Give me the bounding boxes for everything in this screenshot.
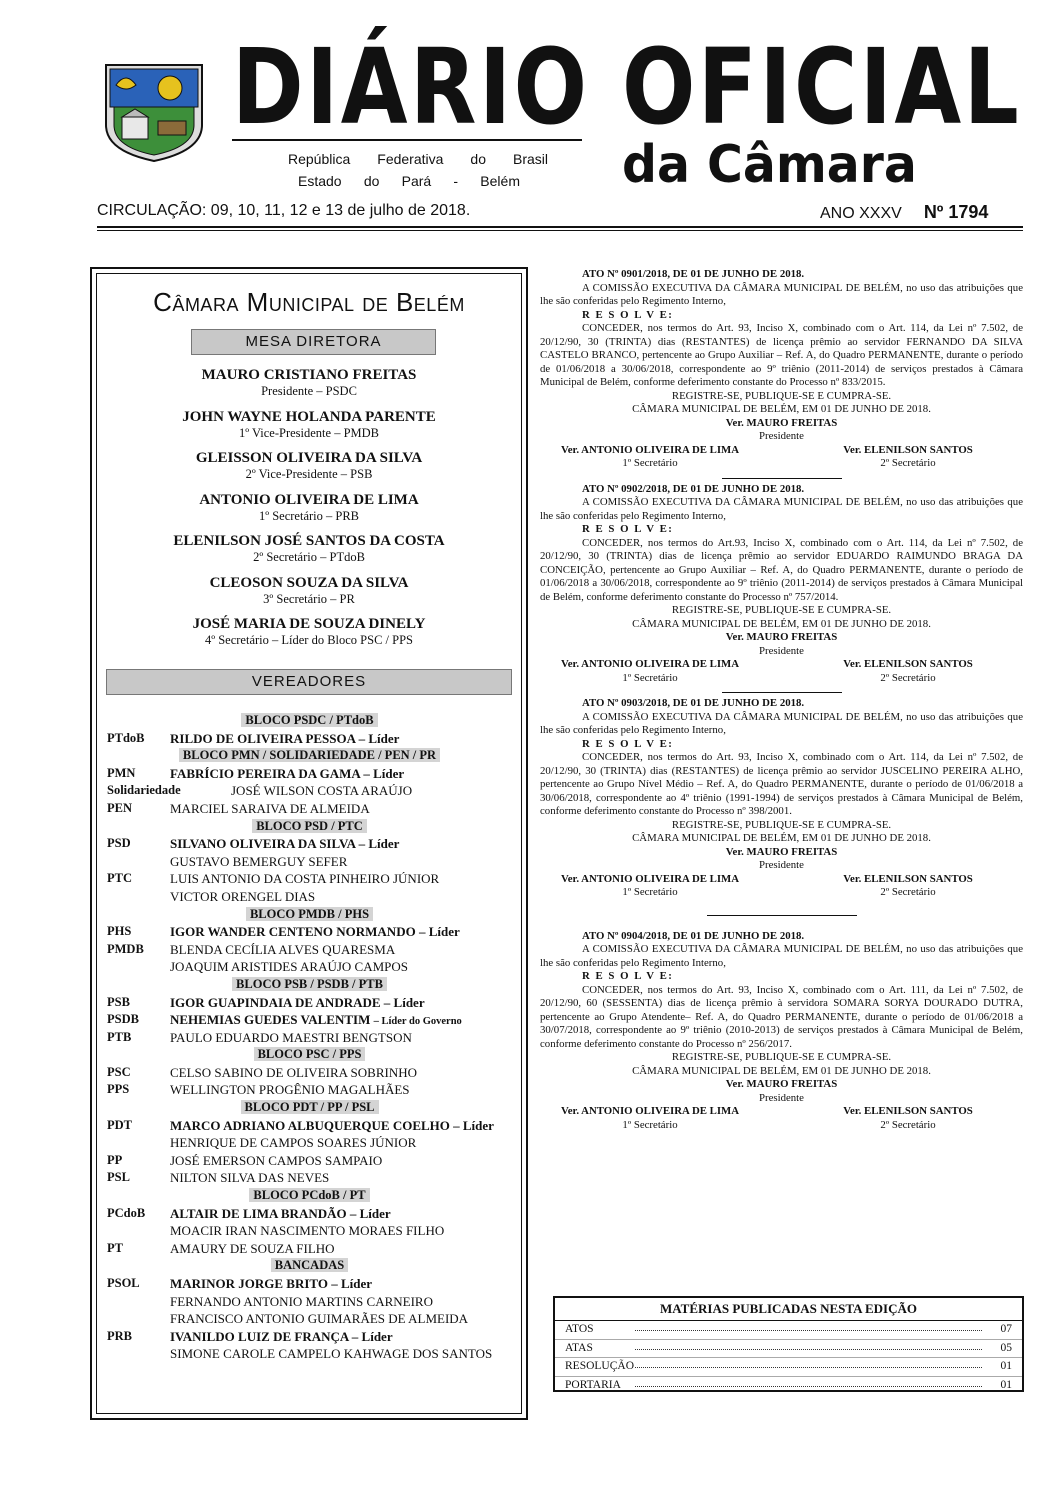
councilor-row xyxy=(107,853,512,871)
bloc-label: BLOCO PSDC / PTdoB xyxy=(241,713,377,727)
act-resolve: R E S O L V E: xyxy=(582,308,674,321)
act-separator xyxy=(707,915,857,916)
second-secretary-role: 2º Secretário xyxy=(880,457,936,469)
councilor-row xyxy=(107,1205,512,1223)
president-name: Ver. MAURO FREITAS xyxy=(725,1078,838,1090)
vereadores-list xyxy=(107,712,512,1363)
councilor-name xyxy=(170,1222,444,1240)
vereadores-heading: VEREADORES xyxy=(106,669,512,695)
index-rows xyxy=(555,1321,1022,1394)
member-name: JOHN WAYNE HOLANDA PARENTE xyxy=(182,408,436,425)
first-secretary-role: 1º Secretário xyxy=(622,1118,678,1131)
member-role: Presidente – PSDC xyxy=(261,384,357,398)
member-name: ELENILSON JOSÉ SANTOS DA COSTA xyxy=(173,533,445,549)
councilor-name-text: SILVANO OLIVEIRA DA SILVA xyxy=(170,836,356,852)
councilor-name xyxy=(170,1275,372,1293)
index-page-count: 01 xyxy=(1000,1360,1012,1372)
councilor-name-text: FABRÍCIO PEREIRA DA GAMA xyxy=(170,765,361,781)
mesa-diretora-heading: MESA DIRETORA xyxy=(191,329,436,355)
councilor-row xyxy=(107,1064,512,1082)
councilor-row xyxy=(107,870,512,888)
president-role: Presidente xyxy=(759,1091,804,1104)
member-role: 1º Secretário – PRB xyxy=(258,508,360,523)
act-intro: A COMISSÃO EXECUTIVA DA CÂMARA MUNICIPAL DE BELÉM, no uso das atribuições que lhe são conferidas pelo Regimento Interno, xyxy=(540,496,1023,522)
first-secretary-name: Ver. ANTONIO OLIVEIRA DE LIMA xyxy=(560,443,740,456)
councilor-row xyxy=(107,765,512,783)
party-code: PSB xyxy=(107,994,130,1009)
councilor-name-text: AMAURY DE SOUZA FILHO xyxy=(170,1240,335,1256)
act-resolve: R E S O L V E: xyxy=(582,523,674,535)
councilor-row xyxy=(107,1169,512,1187)
councilor-name-text: JOAQUIM ARISTIDES ARAÚJO CAMPOS xyxy=(170,959,409,975)
bloc-label: BLOCO PSD / PTC xyxy=(252,819,367,833)
councilor-name xyxy=(170,1310,468,1328)
index-leader-dots xyxy=(635,1367,982,1368)
party-code: PDT xyxy=(107,1117,132,1132)
party-code: PPS xyxy=(107,1082,130,1097)
councilor-name-text: VICTOR ORENGEL DIAS xyxy=(170,888,316,904)
act-separator xyxy=(722,478,842,479)
councilor-name-text: ALTAIR DE LIMA BRANDÃO xyxy=(170,1205,347,1221)
first-secretary xyxy=(540,873,760,900)
act-block xyxy=(540,268,1023,472)
councilor-name-text: PAULO EDUARDO MAESTRI BENGTSON xyxy=(170,1029,412,1045)
bloc-heading xyxy=(107,906,512,924)
president-name: Ver. MAURO FREITAS xyxy=(725,845,838,858)
act-intro: A COMISSÃO EXECUTIVA DA CÂMARA MUNICIPAL DE BELÉM, no uso das atribuições que lhe são conferidas pelo Regimento Interno, xyxy=(540,710,1023,736)
mesa-diretora-list xyxy=(92,366,526,657)
index-row xyxy=(555,1358,1022,1377)
index-page-count: 05 xyxy=(1000,1341,1012,1354)
mesa-member xyxy=(92,366,526,408)
councilor-name-text: LUIS ANTONIO DA COSTA PINHEIRO JÚNIOR xyxy=(170,871,440,887)
bloc-heading xyxy=(107,1046,512,1064)
act-place-date: CÂMARA MUNICIPAL DE BELÉM, EM 01 DE JUNHO DE 2018. xyxy=(632,617,931,630)
councilor-name-text: NILTON SILVA DAS NEVES xyxy=(170,1170,330,1186)
party-code: Solidariedade xyxy=(107,783,181,798)
act-separator xyxy=(722,692,842,693)
secretaries-signatures xyxy=(540,1105,1023,1133)
act-intro: A COMISSÃO EXECUTIVA DA CÂMARA MUNICIPAL DE BELÉM, no uso das atribuições que lhe são conferidas pelo Regimento Interno, xyxy=(540,281,1023,307)
councilor-row xyxy=(107,994,512,1012)
party-code: PMDB xyxy=(107,941,144,956)
index-label: ATOS xyxy=(565,1323,594,1335)
first-secretary-name: Ver. ANTONIO OLIVEIRA DE LIMA xyxy=(560,658,740,670)
councilor-name-text: MARINOR JORGE BRITO xyxy=(170,1276,328,1291)
second-secretary-name: Ver. ELENILSON SANTOS xyxy=(843,443,973,456)
edition-number: Nº 1794 xyxy=(923,202,989,222)
councilor-row xyxy=(107,1293,512,1311)
bloc-heading xyxy=(107,747,512,765)
index-leader-dots xyxy=(635,1349,982,1350)
councilor-name xyxy=(170,1064,417,1082)
councilor-name xyxy=(170,1240,335,1258)
second-secretary xyxy=(798,658,1018,685)
mesa-member xyxy=(92,491,526,533)
index-label: PORTARIA xyxy=(565,1378,621,1391)
councilor-name xyxy=(170,958,408,976)
councilor-name xyxy=(170,853,347,871)
councilor-name-text: WELLINGTON PROGÊNIO MAGALHÃES xyxy=(170,1082,410,1098)
president-name: Ver. MAURO FREITAS xyxy=(725,416,838,429)
councilor-name xyxy=(231,782,412,800)
councilor-row xyxy=(107,888,512,906)
member-role: 1º Vice-Presidente – PMDB xyxy=(238,425,380,440)
secretaries-signatures xyxy=(540,658,1023,686)
bloc-label: BANCADAS xyxy=(271,1258,348,1272)
act-registre: REGISTRE-SE, PUBLIQUE-SE E CUMPRA-SE. xyxy=(671,818,892,831)
member-name: ANTONIO OLIVEIRA DE LIMA xyxy=(199,491,419,508)
index-leader-dots xyxy=(635,1330,982,1331)
leader-tag: – Líder xyxy=(363,765,405,781)
councilor-row xyxy=(107,1152,512,1170)
edition-year: ANO XXXV xyxy=(820,205,902,222)
councilor-name-text: SIMONE CAROLE CAMPELO KAHWAGE DOS SANTOS xyxy=(170,1346,493,1362)
act-resolve: R E S O L V E: xyxy=(582,737,674,750)
act-resolve: R E S O L V E: xyxy=(582,970,674,982)
index-leader-dots xyxy=(635,1386,982,1387)
councilor-name xyxy=(170,870,439,888)
header-divider xyxy=(97,226,1023,231)
leader-tag: – Líder xyxy=(358,730,400,746)
councilor-row xyxy=(107,958,512,976)
circulation-dates: CIRCULAÇÃO: 09, 10, 11, 12 e 13 de julho de 2018. xyxy=(97,202,471,219)
index-title: MATÉRIAS PUBLICADAS NESTA EDIÇÃO xyxy=(555,1298,1022,1321)
government-leader-tag: – Líder do Governo xyxy=(373,1016,462,1028)
index-page-count: 01 xyxy=(1000,1378,1012,1391)
mesa-member xyxy=(92,615,526,657)
bloc-heading xyxy=(107,712,512,730)
mesa-member xyxy=(92,574,526,616)
act-place-date: CÂMARA MUNICIPAL DE BELÉM, EM 01 DE JUNHO DE 2018. xyxy=(632,1064,931,1077)
party-code: PT xyxy=(107,1240,123,1255)
first-secretary xyxy=(540,444,760,471)
councilor-name xyxy=(170,888,315,906)
councilor-name xyxy=(170,1029,412,1047)
member-role: 3º Secretário – PR xyxy=(263,591,355,606)
member-name: GLEISSON OLIVEIRA DA SILVA xyxy=(195,450,423,466)
party-code: PRB xyxy=(107,1328,132,1343)
councilor-row xyxy=(107,1275,512,1293)
councilor-row xyxy=(107,1345,512,1363)
party-code: PEN xyxy=(107,800,132,815)
party-code: PTC xyxy=(107,871,132,886)
councilor-name-text: IGOR GUAPINDAIA DE ANDRADE xyxy=(170,994,381,1010)
party-code: PTdoB xyxy=(107,730,145,745)
first-secretary xyxy=(540,1105,760,1132)
act-place-date: CÂMARA MUNICIPAL DE BELÉM, EM 01 DE JUNHO DE 2018. xyxy=(632,403,931,415)
first-secretary-role: 1º Secretário xyxy=(622,886,678,898)
leader-tag: – Líder xyxy=(358,836,400,852)
councilor-row xyxy=(107,1011,512,1029)
councilor-name xyxy=(170,1205,391,1223)
councilor-name xyxy=(170,1345,492,1363)
bloc-label: BLOCO PSC / PPS xyxy=(254,1047,366,1061)
councilor-row xyxy=(107,782,512,800)
act-registre: REGISTRE-SE, PUBLIQUE-SE E CUMPRA-SE. xyxy=(671,604,892,616)
publications-index xyxy=(553,1296,1024,1392)
councilor-row xyxy=(107,1328,512,1346)
bloc-heading xyxy=(107,1099,512,1117)
second-secretary-name: Ver. ELENILSON SANTOS xyxy=(843,658,973,670)
councilor-row xyxy=(107,1134,512,1152)
councilor-row xyxy=(107,1240,512,1258)
second-secretary xyxy=(798,444,1018,471)
act-body: CONCEDER, nos termos do Art. 93, Inciso X, combinado com o Art. 114, da Lei nº 7.502, de 20/12/90, 30 (TRINTA) dias (RESTANTES) de licença prêmio ao servidor FERNANDO DA SILVA CASTELO BRANCO, pertencente ao Grupo Auxiliar – Ref. A, do Quadro PERMANENTE, durante o período de 01/06/2018 a 30/06/2018, correspondente ao 9º triênio (2011-2014) de serviços prestados à Câmara Municipal de Belém, conforme deferimento constante do Processo nº 833/2015. xyxy=(540,322,1023,388)
leader-tag: – Líder xyxy=(383,994,425,1010)
mesa-member xyxy=(92,449,526,491)
second-secretary xyxy=(798,1105,1018,1132)
bloc-heading xyxy=(107,818,512,836)
councilor-name xyxy=(170,1134,416,1152)
councilor-name-text: CELSO SABINO DE OLIVEIRA SOBRINHO xyxy=(170,1064,418,1080)
councilor-row xyxy=(107,1310,512,1328)
councilor-row xyxy=(107,800,512,818)
second-secretary-name: Ver. ELENILSON SANTOS xyxy=(843,872,973,885)
act-block xyxy=(540,697,1023,901)
member-role: 2º Vice-Presidente – PSB xyxy=(245,467,373,481)
act-title: ATO Nº 0904/2018, DE 01 DE JUNHO DE 2018. xyxy=(582,929,805,942)
councilor-name-text: NEHEMIAS GUEDES VALENTIM xyxy=(170,1012,371,1028)
council-title: Câmara Municipal de Belém xyxy=(153,287,465,317)
secretaries-signatures xyxy=(540,873,1023,901)
leader-tag: – Líder xyxy=(351,1328,393,1344)
bloc-label: BLOCO PMDB / PHS xyxy=(246,907,373,921)
first-secretary-role: 1º Secretário xyxy=(622,671,678,684)
masthead-rule xyxy=(232,139,582,141)
index-row xyxy=(555,1340,1022,1359)
act-body: CONCEDER, nos termos do Art. 93, Inciso X, combinado com o Art. 114, da Lei nº 7.502, de 20/12/90, 30 (TRINTA) dias (RESTANTES) de licença prêmio ao servidor JUSCELINO PEREIRA ALHO, pertencente ao Grupo Nível Médio – Ref. A, do Quadro PERMANENTE, durante o período de 01/06/2018 a 30/06/2018, correspondente ao 4º triênio (1991-1994) de serviços prestados à Câmara Municipal de Belém, conforme deferimento constante do Processo nº 398/2001. xyxy=(540,751,1023,817)
mesa-member xyxy=(92,532,526,574)
councilor-row xyxy=(107,941,512,959)
edition-info xyxy=(820,202,988,223)
first-secretary-name: Ver. ANTONIO OLIVEIRA DE LIMA xyxy=(560,872,740,885)
councilor-name-text: JOSÉ WILSON COSTA ARAÚJO xyxy=(231,783,413,799)
second-secretary-name: Ver. ELENILSON SANTOS xyxy=(843,1105,973,1117)
councilor-name xyxy=(170,941,395,959)
president-role: Presidente xyxy=(759,430,804,442)
bloc-heading xyxy=(107,976,512,994)
first-secretary-name: Ver. ANTONIO OLIVEIRA DE LIMA xyxy=(560,1105,740,1117)
bloc-heading xyxy=(107,1257,512,1275)
act-block xyxy=(540,483,1023,687)
act-registre: REGISTRE-SE, PUBLIQUE-SE E CUMPRA-SE. xyxy=(671,389,892,402)
councilor-name xyxy=(170,1152,382,1170)
councilor-name xyxy=(170,1169,329,1187)
bloc-label: BLOCO PMN / SOLIDARIEDADE / PEN / PR xyxy=(179,748,440,762)
councilor-name xyxy=(170,730,399,748)
act-place-date: CÂMARA MUNICIPAL DE BELÉM, EM 01 DE JUNHO DE 2018. xyxy=(632,832,931,844)
acts-column xyxy=(540,268,1023,1133)
party-code: PSD xyxy=(107,836,131,851)
act-body: CONCEDER, nos termos do Art.93, Inciso X, combinado com o Art. 114, da Lei nº 7.502, de 20/12/90, 30 (TRINTA) dias de licença prêmio ao servidor EDUARDO RAIMUNDO BRAGA DA CONCEIÇÃO, pertencente ao Grupo Auxiliar – Ref. A, do Quadro PERMANENTE, durante o período de 01/06/2018 a 30/06/2018, correspondente ao 9º triênio (2011-2014) de serviços prestados à Câmara Municipal de Belém, conforme deferimento constante do Processo nº 757/2014. xyxy=(540,536,1023,603)
index-row xyxy=(555,1377,1022,1395)
councilor-name xyxy=(170,923,460,941)
masthead-republic: República Federativa do Brasil xyxy=(288,151,548,167)
masthead-title: DIÁRIO OFICIAL xyxy=(232,26,1022,148)
councilor-name xyxy=(170,835,399,853)
councilor-name xyxy=(170,994,425,1012)
act-block xyxy=(540,930,1023,1134)
councilor-name-text: FRANCISCO ANTONIO GUIMARÃES DE ALMEIDA xyxy=(170,1311,469,1327)
first-secretary-role: 1º Secretário xyxy=(622,457,678,469)
councilor-name xyxy=(170,1328,393,1346)
councilor-row xyxy=(107,1081,512,1099)
bloc-label: BLOCO PSB / PSDB / PTB xyxy=(232,977,387,991)
party-code: PSL xyxy=(107,1170,130,1185)
act-title: ATO Nº 0901/2018, DE 01 DE JUNHO DE 2018. xyxy=(582,268,805,280)
municipal-crest-icon xyxy=(100,55,208,163)
second-secretary xyxy=(798,873,1018,900)
councilor-name xyxy=(170,1293,433,1311)
president-role: Presidente xyxy=(759,859,804,871)
second-secretary-role: 2º Secretário xyxy=(880,886,936,898)
index-page-count: 07 xyxy=(1000,1323,1012,1335)
party-code: PHS xyxy=(107,924,132,939)
party-code: PTB xyxy=(107,1029,132,1044)
leader-tag: – Líder xyxy=(418,924,460,940)
party-code: PSC xyxy=(107,1064,131,1079)
act-registre: REGISTRE-SE, PUBLIQUE-SE E CUMPRA-SE. xyxy=(671,1051,892,1063)
councilor-row xyxy=(107,835,512,853)
leader-tag: – Líder xyxy=(331,1276,373,1291)
councilor-row xyxy=(107,730,512,748)
party-code: PCdoB xyxy=(107,1205,146,1220)
act-intro: A COMISSÃO EXECUTIVA DA CÂMARA MUNICIPAL DE BELÉM, no uso das atribuições que lhe são conferidas pelo Regimento Interno, xyxy=(540,943,1023,969)
second-secretary-role: 2º Secretário xyxy=(880,1118,936,1131)
councilor-name xyxy=(170,1081,410,1099)
index-label: ATAS xyxy=(565,1341,593,1354)
second-secretary-role: 2º Secretário xyxy=(880,671,936,684)
councilor-row xyxy=(107,1029,512,1047)
first-secretary xyxy=(540,658,760,685)
mesa-member xyxy=(92,408,526,450)
act-body: CONCEDER, nos termos do Art. 93, Inciso X, combinado com o Art. 111, da Lei nº 7.502, de 20/12/90, 60 (SESSENTA) dias de licença prêmio à servidora SOMARA SORYA DOURADO DUTRA, pertencente ao Grupo Atendente– Ref. A, do Quadro PERMANENTE, durante o período de 01/06/2018 a 30/07/2018, correspondente ao 9º triênio (2010-2013) de serviços prestados à Câmara Municipal de Belém, conforme deferimento constante do Processo nº 256/2017. xyxy=(540,983,1023,1050)
leader-tag: – Líder xyxy=(453,1117,494,1133)
index-label: RESOLUÇÃO xyxy=(565,1360,635,1372)
party-code: PMN xyxy=(107,765,136,780)
leader-tag: – Líder xyxy=(349,1205,391,1221)
councilor-name-text: JOSÉ EMERSON CAMPOS SAMPAIO xyxy=(170,1152,383,1168)
bloc-label: BLOCO PCdoB / PT xyxy=(249,1188,369,1202)
councilor-name xyxy=(170,765,404,783)
councilor-name-text: MARCO ADRIANO ALBUQUERQUE COELHO xyxy=(170,1117,450,1133)
party-code: PP xyxy=(107,1152,123,1167)
member-role: 4º Secretário – Líder do Bloco PSC / PPS xyxy=(204,633,414,647)
councilor-name-text: IGOR WANDER CENTENO NORMANDO xyxy=(170,924,416,940)
party-code: PSOL xyxy=(107,1276,140,1290)
councilor-name-text: MOACIR IRAN NASCIMENTO MORAES FILHO xyxy=(170,1223,445,1239)
councilor-name xyxy=(170,1117,494,1135)
secretaries-signatures xyxy=(540,444,1023,472)
councilor-name-text: RILDO DE OLIVEIRA PESSOA xyxy=(170,730,356,746)
bloc-heading xyxy=(107,1187,512,1205)
councilor-name-text: HENRIQUE DE CAMPOS SOARES JÚNIOR xyxy=(170,1135,417,1151)
member-name: MAURO CRISTIANO FREITAS xyxy=(201,367,417,383)
councilor-row xyxy=(107,1222,512,1240)
member-role: 2º Secretário – PTdoB xyxy=(253,550,365,564)
councilor-row xyxy=(107,923,512,941)
councilor-name-text: FERNANDO ANTONIO MARTINS CARNEIRO xyxy=(170,1293,433,1309)
act-title: ATO Nº 0902/2018, DE 01 DE JUNHO DE 2018. xyxy=(582,482,805,495)
president-name: Ver. MAURO FREITAS xyxy=(725,631,838,643)
president-role: Presidente xyxy=(759,644,804,657)
councilor-row xyxy=(107,1117,512,1135)
councilor-name-text: GUSTAVO BEMERGUY SEFER xyxy=(170,853,348,869)
masthead-state: Estado do Pará - Belém xyxy=(298,173,520,189)
member-name: JOSÉ MARIA DE SOUZA DINELY xyxy=(192,616,426,632)
index-row xyxy=(555,1321,1022,1340)
councilor-name-text: BLENDA CECÍLIA ALVES QUARESMA xyxy=(170,941,396,957)
councilor-name-text: IVANILDO LUIZ DE FRANÇA xyxy=(170,1328,349,1344)
councilor-name-text: MARCIEL SARAIVA DE ALMEIDA xyxy=(170,800,370,816)
councilor-name xyxy=(170,800,370,818)
bloc-label: BLOCO PDT / PP / PSL xyxy=(241,1100,379,1114)
masthead-subtitle: da Câmara xyxy=(622,135,917,195)
party-code: PSDB xyxy=(107,1012,139,1027)
act-title: ATO Nº 0903/2018, DE 01 DE JUNHO DE 2018. xyxy=(582,697,805,709)
member-name: CLEOSON SOUZA DA SILVA xyxy=(209,574,409,591)
